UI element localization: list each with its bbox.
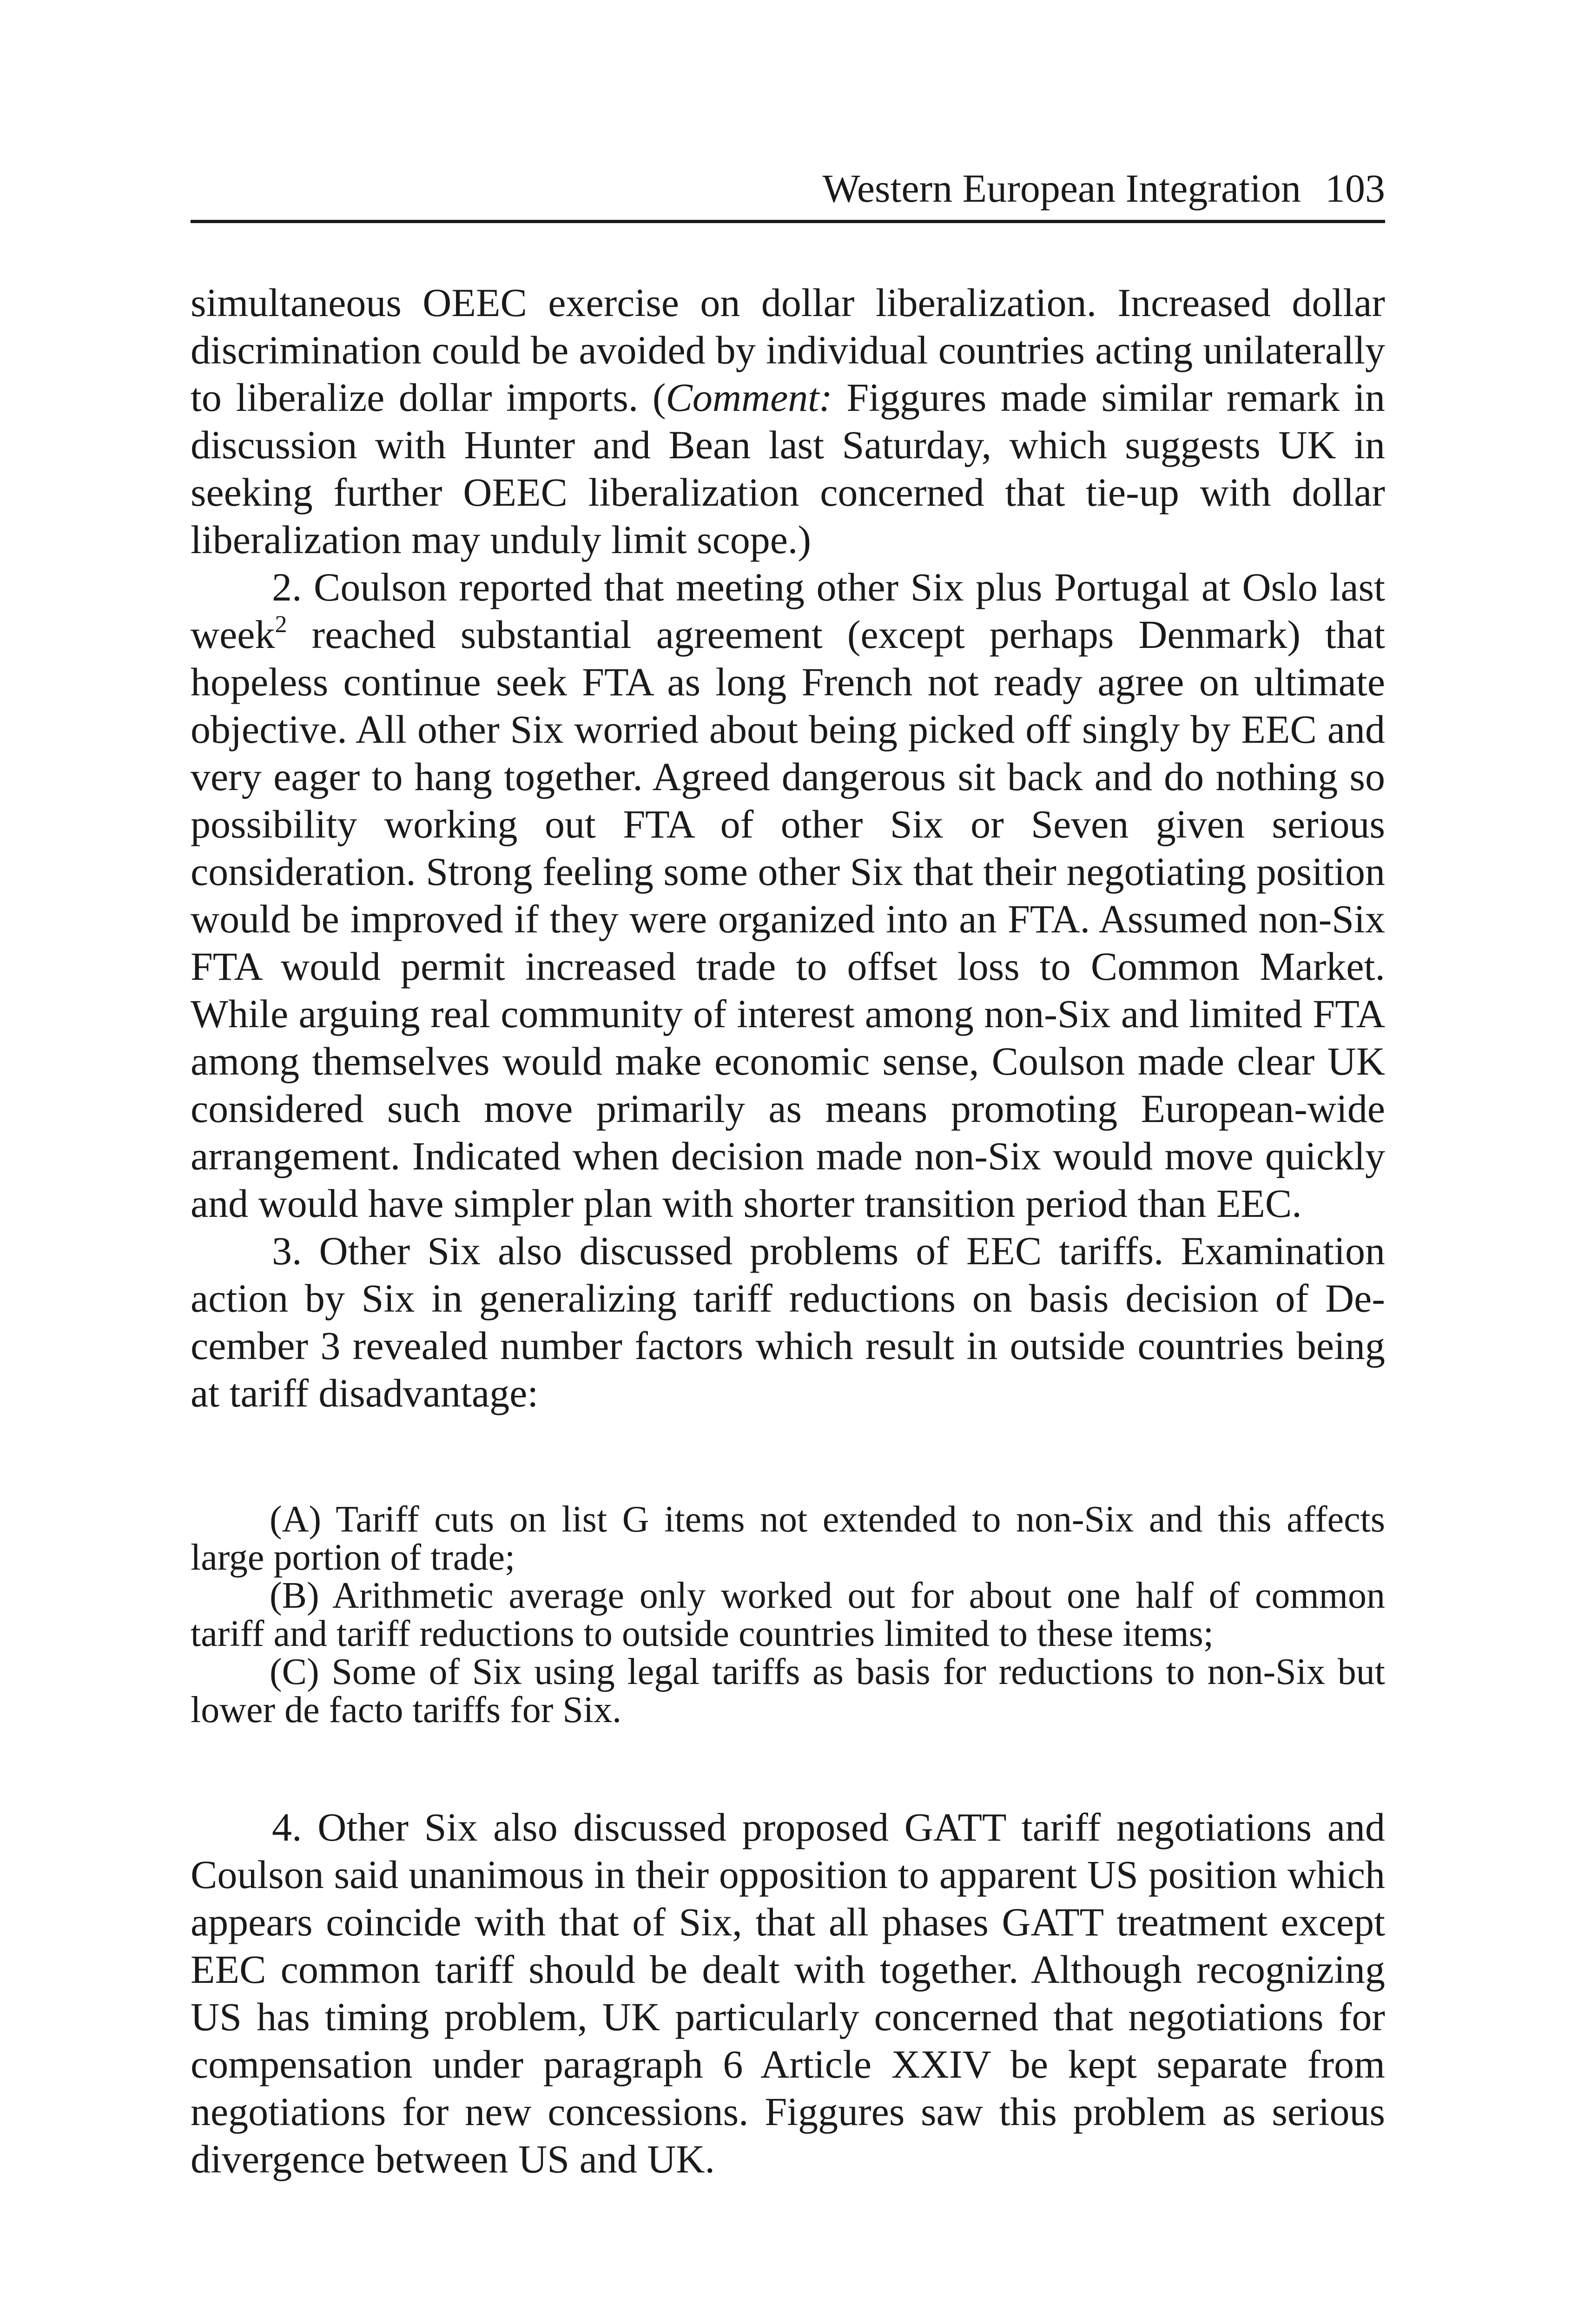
running-header <box>191 167 1385 218</box>
list-item: (C) Some of Six using legal tariffs as basis for reductions to non-Six but lower de facto tariffs for Six. <box>191 1651 1385 1730</box>
list-item: (A) Tariff cuts on list G items not extended to non-Six and this affects large portion of trade; <box>191 1499 1385 1578</box>
comment-label: Comment: <box>666 375 832 420</box>
running-title: Western European Integration <box>822 166 1301 211</box>
header-text <box>822 166 1385 211</box>
footnote-reference[interactable]: 2 <box>275 611 287 638</box>
page-number: 103 <box>1325 166 1385 211</box>
tariff-items-list <box>191 1500 1385 1729</box>
main-text-bottom <box>191 1803 1385 2183</box>
paragraph-carryover: simultaneous OEEC exercise on dollar liberalization. Increased dollar discrimination could be avoided by individual countries acting unilaterally to liberalize dollar imports. (Comment: Figgures made similar remark in discussion with Hunter and Bean last Saturday, which suggests UK in seeking further OEEC liberalization concerned that tie-up with dollar liberalization may unduly limit scope.) <box>191 280 1386 562</box>
paragraph-3: 3. Other Six also discussed problems of EEC tariffs. Examination action by Six in generalizing tariff reductions on basis decision of December 3 revealed number factors which result in outside countries being at tariff disadvantage: <box>191 1228 1385 1415</box>
list-item: (B) Arithmetic average only worked out for about one half of common tariff and tariff reductions to outside countries limited to these items; <box>191 1575 1385 1654</box>
paragraph-4: 4. Other Six also discussed proposed GATT tariff negotiations and Coulson said unanimous in their opposition to apparent US position which appears coincide with that of Six, that all phases GATT treatment except EEC common tariff should be dealt with together. Although recognizing US has timing problem, UK particularly concerned that negotiations for compensation under paragraph 6 Article XXIV be kept separate from negotiations for new concessions. Figgures saw this problem as serious divergence between US and UK. <box>191 1805 1385 2181</box>
header-rule <box>191 220 1385 223</box>
paragraph-2: 2. Coulson reported that meeting other Six plus Portugal at Oslo last week$^2$ reached substantial agreement (except perhaps Denmark) that hopeless continue seek FTA as long French not ready agree on ultimate objective. All other Six worried about being picked off singly by EEC and very eager to hang together. Agreed dangerous sit back and do nothing so possibility working out FTA of other Six or Seven given serious consideration. Strong feeling some other Six that their negotiating position would be improved if they were organized into an FTA. Assumed non-Six FTA would permit increased trade to offset loss to Common Market. While arguing real community of interest among non-Six and limited FTA among themselves would make economic sense, Coulson made clear UK considered such move primarily as means promoting European-wide arrangement. Indicated when decision made non-Six would move quickly and would have simpler plan with shorter transition period than EEC. <box>191 565 1386 1226</box>
main-text-top <box>191 279 1385 1417</box>
